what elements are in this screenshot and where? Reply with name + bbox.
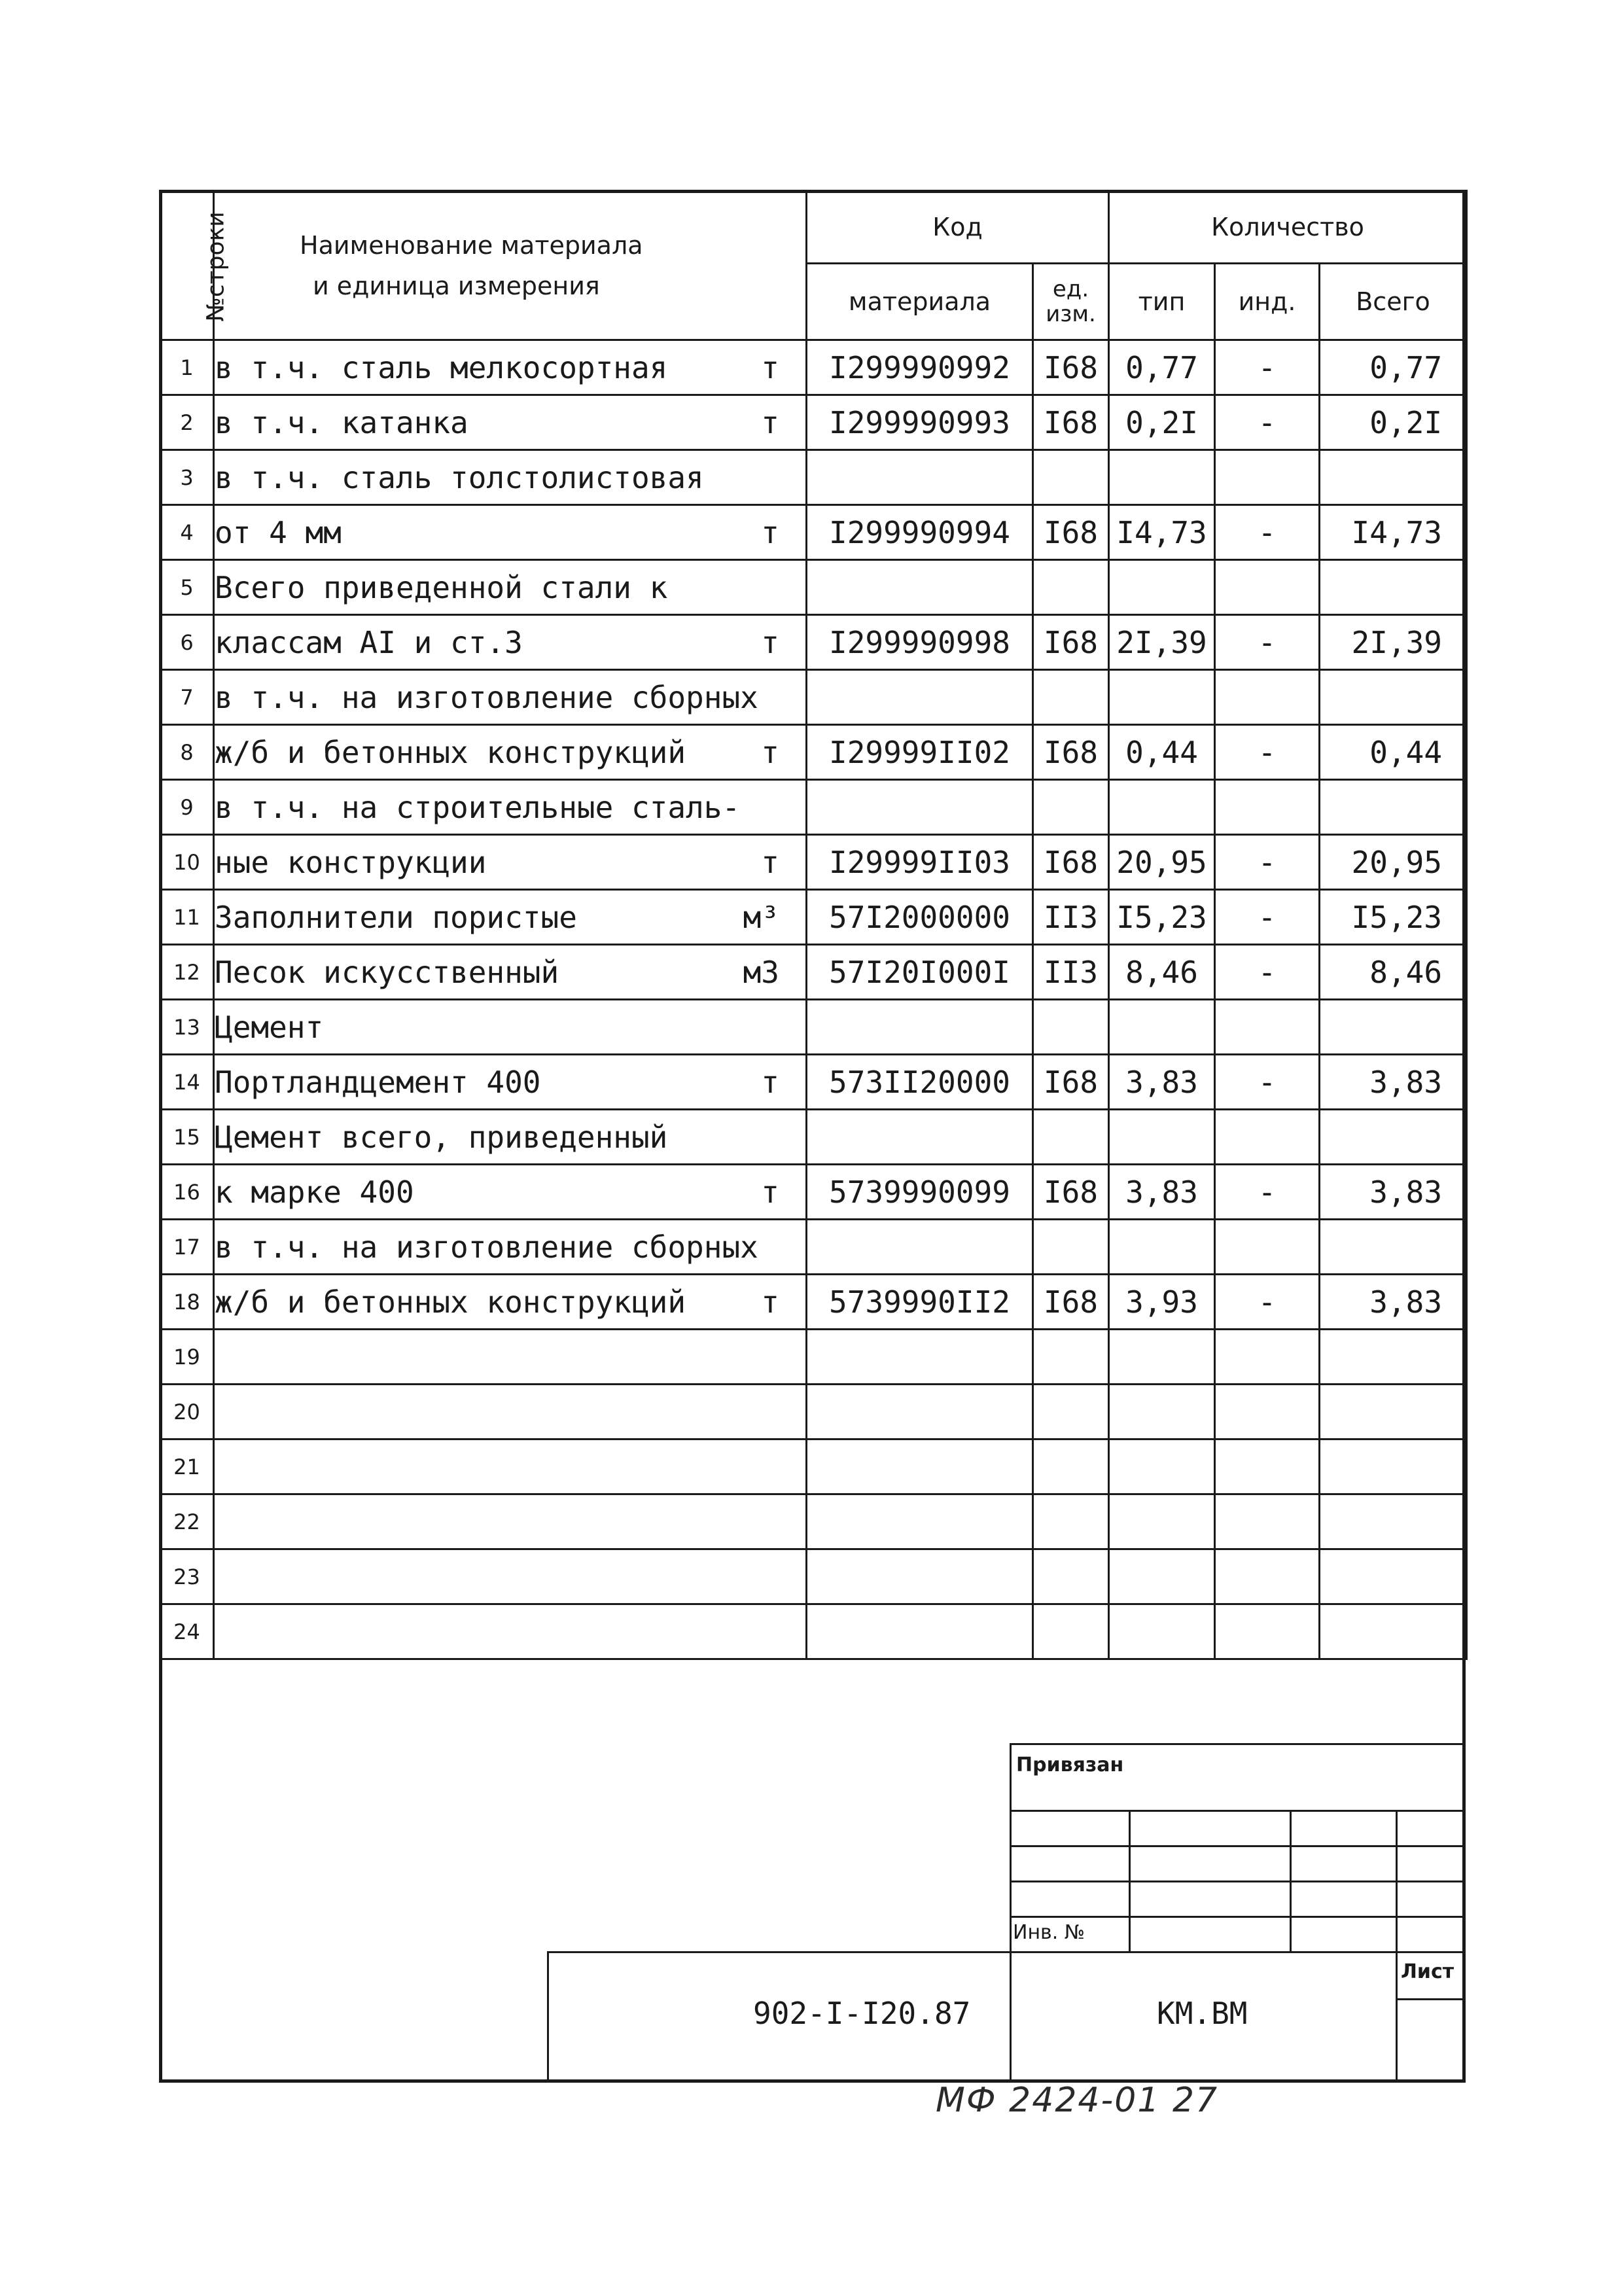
table-row bbox=[160, 450, 1467, 505]
material-name-cell bbox=[214, 1439, 807, 1494]
qty-type-cell bbox=[1109, 1549, 1215, 1604]
material-name-text: Всего приведенной стали к bbox=[215, 569, 668, 605]
material-name-text: от 4 мм bbox=[215, 514, 342, 550]
qty-ind-cell bbox=[1215, 1385, 1320, 1439]
qty-total-cell bbox=[1320, 1549, 1467, 1604]
handwritten-archive-number: МФ 2424-01 27 bbox=[936, 2081, 1219, 2120]
material-name-text: Заполнители пористые bbox=[215, 899, 577, 935]
unit-of-measure: т bbox=[761, 735, 779, 770]
material-name-header-line1: Наименование материала bbox=[300, 230, 643, 260]
qty-ind-cell: - bbox=[1215, 890, 1320, 945]
material-name-text: в т.ч. на изготовление сборных bbox=[215, 679, 758, 715]
unit-code-cell bbox=[1033, 1330, 1109, 1385]
material-name-text: Песок искусственный bbox=[215, 954, 559, 990]
row-number-cell: 14 bbox=[160, 1055, 214, 1110]
unit-code-cell bbox=[1033, 1549, 1109, 1604]
material-name-text: ж/б и бетонных конструкций bbox=[215, 734, 686, 770]
doc-stamp-box bbox=[547, 1951, 1466, 2083]
qty-type-cell bbox=[1109, 1110, 1215, 1165]
material-code-cell bbox=[807, 670, 1033, 725]
table-row bbox=[160, 835, 1467, 890]
material-code-cell bbox=[807, 1439, 1033, 1494]
material-name-cell bbox=[214, 1110, 807, 1165]
material-code-cell: I299990994 bbox=[807, 505, 1033, 560]
material-name-cell bbox=[214, 395, 807, 450]
material-code-cell bbox=[807, 560, 1033, 615]
qty-total-cell: I5,23 bbox=[1320, 890, 1467, 945]
unit-of-measure: т bbox=[761, 625, 779, 660]
material-code-cell bbox=[807, 1220, 1033, 1275]
qty-type-cell bbox=[1109, 670, 1215, 725]
table-row bbox=[160, 725, 1467, 780]
row-number-cell: 9 bbox=[160, 780, 214, 835]
material-name-cell bbox=[214, 1055, 807, 1110]
table-row bbox=[160, 340, 1467, 395]
row-number-cell: 4 bbox=[160, 505, 214, 560]
qty-type-cell bbox=[1109, 1494, 1215, 1549]
code-material-header: материала bbox=[807, 264, 1033, 340]
row-number-cell: 16 bbox=[160, 1165, 214, 1220]
qty-type-cell: I4,73 bbox=[1109, 505, 1215, 560]
table-row bbox=[160, 1220, 1467, 1275]
table-row bbox=[160, 1055, 1467, 1110]
material-name-cell bbox=[214, 560, 807, 615]
material-name-text: Цемент bbox=[215, 1009, 324, 1045]
qty-ind-cell: - bbox=[1215, 945, 1320, 1000]
material-code-cell: I299990998 bbox=[807, 615, 1033, 670]
material-code-cell bbox=[807, 780, 1033, 835]
table-row bbox=[160, 1000, 1467, 1055]
qty-total-cell: 8,46 bbox=[1320, 945, 1467, 1000]
qty-type-cell: I5,23 bbox=[1109, 890, 1215, 945]
table-row bbox=[160, 1165, 1467, 1220]
header-row-1 bbox=[160, 191, 1467, 264]
table-row bbox=[160, 505, 1467, 560]
table-row bbox=[160, 780, 1467, 835]
qty-ind-cell bbox=[1215, 450, 1320, 505]
row-number-cell: 2 bbox=[160, 395, 214, 450]
qty-ind-cell bbox=[1215, 560, 1320, 615]
qty-type-cell: 8,46 bbox=[1109, 945, 1215, 1000]
material-code-cell: I299990993 bbox=[807, 395, 1033, 450]
tb-vline bbox=[1290, 1810, 1292, 1951]
unit-code-cell bbox=[1033, 1604, 1109, 1659]
qty-total-cell: 2I,39 bbox=[1320, 615, 1467, 670]
qty-type-header: тип bbox=[1109, 264, 1215, 340]
material-name-cell bbox=[214, 945, 807, 1000]
material-name-cell bbox=[214, 780, 807, 835]
unit-code-cell: I68 bbox=[1033, 1275, 1109, 1330]
material-name-cell bbox=[214, 615, 807, 670]
qty-total-cell: 0,44 bbox=[1320, 725, 1467, 780]
unit-of-measure: т bbox=[761, 1174, 779, 1210]
unit-code-cell bbox=[1033, 1439, 1109, 1494]
unit-of-measure: м3 bbox=[743, 955, 779, 990]
unit-code-cell bbox=[1033, 1385, 1109, 1439]
row-number-cell: 18 bbox=[160, 1275, 214, 1330]
qty-type-cell: 3,83 bbox=[1109, 1055, 1215, 1110]
material-name-cell bbox=[214, 1000, 807, 1055]
qty-total-cell: I4,73 bbox=[1320, 505, 1467, 560]
material-name-text: в т.ч. сталь толстолистовая bbox=[215, 459, 704, 495]
table-row bbox=[160, 1604, 1467, 1659]
qty-ind-cell: - bbox=[1215, 615, 1320, 670]
qty-ind-cell bbox=[1215, 1110, 1320, 1165]
row-number-cell: 1 bbox=[160, 340, 214, 395]
table-row bbox=[160, 560, 1467, 615]
material-name-text: в т.ч. катанка bbox=[215, 404, 468, 440]
unit-code-cell bbox=[1033, 1000, 1109, 1055]
unit-code-cell bbox=[1033, 780, 1109, 835]
unit-code-cell bbox=[1033, 450, 1109, 505]
tb-hline bbox=[1396, 1998, 1466, 2000]
qty-total-cell: 20,95 bbox=[1320, 835, 1467, 890]
material-name-cell bbox=[214, 1549, 807, 1604]
unit-of-measure: м³ bbox=[743, 900, 779, 935]
qty-ind-cell: - bbox=[1215, 1055, 1320, 1110]
qty-total-cell bbox=[1320, 670, 1467, 725]
material-code-cell: 57I20I000I bbox=[807, 945, 1033, 1000]
unit-code-cell: I68 bbox=[1033, 615, 1109, 670]
qty-type-cell bbox=[1109, 780, 1215, 835]
material-code-cell bbox=[807, 1330, 1033, 1385]
unit-code-cell: I68 bbox=[1033, 835, 1109, 890]
qty-ind-cell: - bbox=[1215, 1275, 1320, 1330]
material-name-cell bbox=[214, 340, 807, 395]
code-header: Код bbox=[807, 191, 1109, 264]
qty-type-cell: 3,83 bbox=[1109, 1165, 1215, 1220]
material-name-text: Портландцемент 400 bbox=[215, 1064, 541, 1100]
qty-ind-cell: - bbox=[1215, 340, 1320, 395]
unit-of-measure: т bbox=[761, 1284, 779, 1320]
unit-code-cell: I68 bbox=[1033, 725, 1109, 780]
qty-type-cell bbox=[1109, 450, 1215, 505]
table-row bbox=[160, 395, 1467, 450]
attached-label: Привязан bbox=[1016, 1754, 1124, 1776]
material-name-text: Цемент всего, приведенный bbox=[215, 1119, 668, 1155]
unit-code-cell: I68 bbox=[1033, 1165, 1109, 1220]
qty-ind-cell bbox=[1215, 1439, 1320, 1494]
qty-total-cell bbox=[1320, 450, 1467, 505]
row-number-header-label: №строки bbox=[202, 211, 230, 322]
row-number-cell: 13 bbox=[160, 1000, 214, 1055]
unit-of-measure: т bbox=[761, 845, 779, 880]
material-name-text: к марке 400 bbox=[215, 1174, 414, 1210]
qty-total-cell bbox=[1320, 780, 1467, 835]
material-name-cell bbox=[214, 1165, 807, 1220]
unit-code-cell: II3 bbox=[1033, 890, 1109, 945]
material-name-header bbox=[214, 191, 807, 340]
material-code-cell: 5739990099 bbox=[807, 1165, 1033, 1220]
material-code-cell: 573II20000 bbox=[807, 1055, 1033, 1110]
material-code-cell bbox=[807, 1110, 1033, 1165]
row-number-cell: 15 bbox=[160, 1110, 214, 1165]
unit-code-cell bbox=[1033, 1220, 1109, 1275]
unit-code-cell bbox=[1033, 670, 1109, 725]
qty-ind-cell bbox=[1215, 1330, 1320, 1385]
material-code-cell: 57I2000000 bbox=[807, 890, 1033, 945]
sheet-label: Лист bbox=[1401, 1960, 1455, 1983]
material-code-cell bbox=[807, 1604, 1033, 1659]
qty-total-header: Всего bbox=[1320, 264, 1467, 340]
row-number-cell: 20 bbox=[160, 1385, 214, 1439]
qty-type-cell bbox=[1109, 1439, 1215, 1494]
qty-total-cell: 0,77 bbox=[1320, 340, 1467, 395]
qty-total-cell: 3,83 bbox=[1320, 1055, 1467, 1110]
row-number-header bbox=[160, 191, 230, 340]
material-name-cell bbox=[214, 1494, 807, 1549]
qty-type-cell: 0,2I bbox=[1109, 395, 1215, 450]
unit-code-cell bbox=[1033, 1110, 1109, 1165]
qty-total-cell bbox=[1320, 560, 1467, 615]
table-row bbox=[160, 1494, 1467, 1549]
material-code-cell bbox=[807, 1494, 1033, 1549]
tb-vline bbox=[1129, 1810, 1131, 1951]
unit-of-measure: т bbox=[761, 350, 779, 385]
row-number-cell: 21 bbox=[160, 1439, 214, 1494]
unit-of-measure: т bbox=[761, 405, 779, 440]
row-number-cell: 10 bbox=[160, 835, 214, 890]
material-code-cell: I29999II02 bbox=[807, 725, 1033, 780]
qty-type-cell: 2I,39 bbox=[1109, 615, 1215, 670]
table-row bbox=[160, 1385, 1467, 1439]
table-row bbox=[160, 670, 1467, 725]
qty-total-cell: 3,83 bbox=[1320, 1275, 1467, 1330]
row-number-cell: 7 bbox=[160, 670, 214, 725]
qty-ind-header: инд. bbox=[1215, 264, 1320, 340]
qty-type-cell: 0,77 bbox=[1109, 340, 1215, 395]
code-unit-header: ед. изм. bbox=[1033, 264, 1109, 340]
material-name-cell bbox=[214, 1385, 807, 1439]
unit-code-cell: II3 bbox=[1033, 945, 1109, 1000]
unit-code-cell: I68 bbox=[1033, 340, 1109, 395]
table-row bbox=[160, 945, 1467, 1000]
material-code-cell: I29999II03 bbox=[807, 835, 1033, 890]
material-name-cell bbox=[214, 1604, 807, 1659]
table-row bbox=[160, 1549, 1467, 1604]
qty-type-cell: 20,95 bbox=[1109, 835, 1215, 890]
row-number-cell: 5 bbox=[160, 560, 214, 615]
table-row bbox=[160, 1275, 1467, 1330]
qty-ind-cell: - bbox=[1215, 835, 1320, 890]
qty-total-cell: 0,2I bbox=[1320, 395, 1467, 450]
material-name-cell bbox=[214, 1220, 807, 1275]
material-code-cell: I299990992 bbox=[807, 340, 1033, 395]
qty-total-cell: 3,83 bbox=[1320, 1165, 1467, 1220]
material-code-cell bbox=[807, 450, 1033, 505]
qty-total-cell bbox=[1320, 1220, 1467, 1275]
row-number-cell: 3 bbox=[160, 450, 214, 505]
qty-ind-cell bbox=[1215, 670, 1320, 725]
qty-type-cell bbox=[1109, 1330, 1215, 1385]
material-code-cell bbox=[807, 1385, 1033, 1439]
qty-type-cell bbox=[1109, 1604, 1215, 1659]
material-name-cell bbox=[214, 1275, 807, 1330]
qty-total-cell bbox=[1320, 1385, 1467, 1439]
row-number-cell: 6 bbox=[160, 615, 214, 670]
qty-type-cell: 3,93 bbox=[1109, 1275, 1215, 1330]
qty-ind-cell: - bbox=[1215, 505, 1320, 560]
qty-total-cell bbox=[1320, 1604, 1467, 1659]
quantity-header: Количество bbox=[1109, 191, 1467, 264]
material-name-cell bbox=[214, 890, 807, 945]
qty-total-cell bbox=[1320, 1330, 1467, 1385]
material-code-cell bbox=[807, 1000, 1033, 1055]
material-code-cell bbox=[807, 1549, 1033, 1604]
row-number-cell: 19 bbox=[160, 1330, 214, 1385]
unit-code-cell bbox=[1033, 1494, 1109, 1549]
qty-ind-cell bbox=[1215, 780, 1320, 835]
material-name-text: в т.ч. сталь мелкосортная bbox=[215, 349, 668, 385]
unit-code-cell: I68 bbox=[1033, 505, 1109, 560]
material-name-text: классам AI и ст.3 bbox=[215, 624, 523, 660]
table-row bbox=[160, 1330, 1467, 1385]
qty-type-cell bbox=[1109, 560, 1215, 615]
row-number-cell: 23 bbox=[160, 1549, 214, 1604]
table-row bbox=[160, 615, 1467, 670]
qty-ind-cell bbox=[1215, 1604, 1320, 1659]
material-name-cell bbox=[214, 1330, 807, 1385]
document-mark: КМ.ВМ bbox=[1157, 1996, 1248, 2031]
qty-total-cell bbox=[1320, 1110, 1467, 1165]
row-number-cell: 17 bbox=[160, 1220, 214, 1275]
document-number: 902-I-I20.87 bbox=[753, 1996, 971, 2031]
qty-type-cell bbox=[1109, 1385, 1215, 1439]
unit-code-cell: I68 bbox=[1033, 395, 1109, 450]
material-name-header-line2: и единица измерения bbox=[313, 271, 600, 300]
material-name-text: ж/б и бетонных конструкций bbox=[215, 1284, 686, 1320]
qty-ind-cell bbox=[1215, 1549, 1320, 1604]
qty-ind-cell bbox=[1215, 1494, 1320, 1549]
qty-ind-cell: - bbox=[1215, 725, 1320, 780]
unit-code-cell: I68 bbox=[1033, 1055, 1109, 1110]
row-number-cell: 22 bbox=[160, 1494, 214, 1549]
title-block bbox=[159, 1655, 1466, 2083]
material-name-cell bbox=[214, 835, 807, 890]
qty-type-cell: 0,44 bbox=[1109, 725, 1215, 780]
qty-total-cell bbox=[1320, 1000, 1467, 1055]
row-number-cell: 12 bbox=[160, 945, 214, 1000]
unit-code-cell bbox=[1033, 560, 1109, 615]
qty-type-cell bbox=[1109, 1220, 1215, 1275]
unit-of-measure: т bbox=[761, 1065, 779, 1100]
inventory-label: Инв. № bbox=[1013, 1921, 1085, 1944]
qty-total-cell bbox=[1320, 1494, 1467, 1549]
material-name-text: ные конструкции bbox=[215, 844, 487, 880]
row-number-cell: 11 bbox=[160, 890, 214, 945]
material-spec-table bbox=[159, 190, 1468, 1660]
material-name-cell bbox=[214, 505, 807, 560]
material-name-cell bbox=[214, 670, 807, 725]
material-name-cell bbox=[214, 725, 807, 780]
unit-of-measure: т bbox=[761, 515, 779, 550]
qty-ind-cell bbox=[1215, 1220, 1320, 1275]
qty-ind-cell: - bbox=[1215, 395, 1320, 450]
table-row bbox=[160, 1439, 1467, 1494]
qty-ind-cell: - bbox=[1215, 1165, 1320, 1220]
qty-ind-cell bbox=[1215, 1000, 1320, 1055]
table-row bbox=[160, 1110, 1467, 1165]
row-number-cell: 8 bbox=[160, 725, 214, 780]
table-row bbox=[160, 890, 1467, 945]
qty-total-cell bbox=[1320, 1439, 1467, 1494]
material-name-text: в т.ч. на изготовление сборных bbox=[215, 1229, 758, 1265]
material-code-cell: 5739990II2 bbox=[807, 1275, 1033, 1330]
material-name-text: в т.ч. на строительные сталь- bbox=[215, 789, 741, 825]
material-name-cell bbox=[214, 450, 807, 505]
row-number-cell: 24 bbox=[160, 1604, 214, 1659]
qty-type-cell bbox=[1109, 1000, 1215, 1055]
